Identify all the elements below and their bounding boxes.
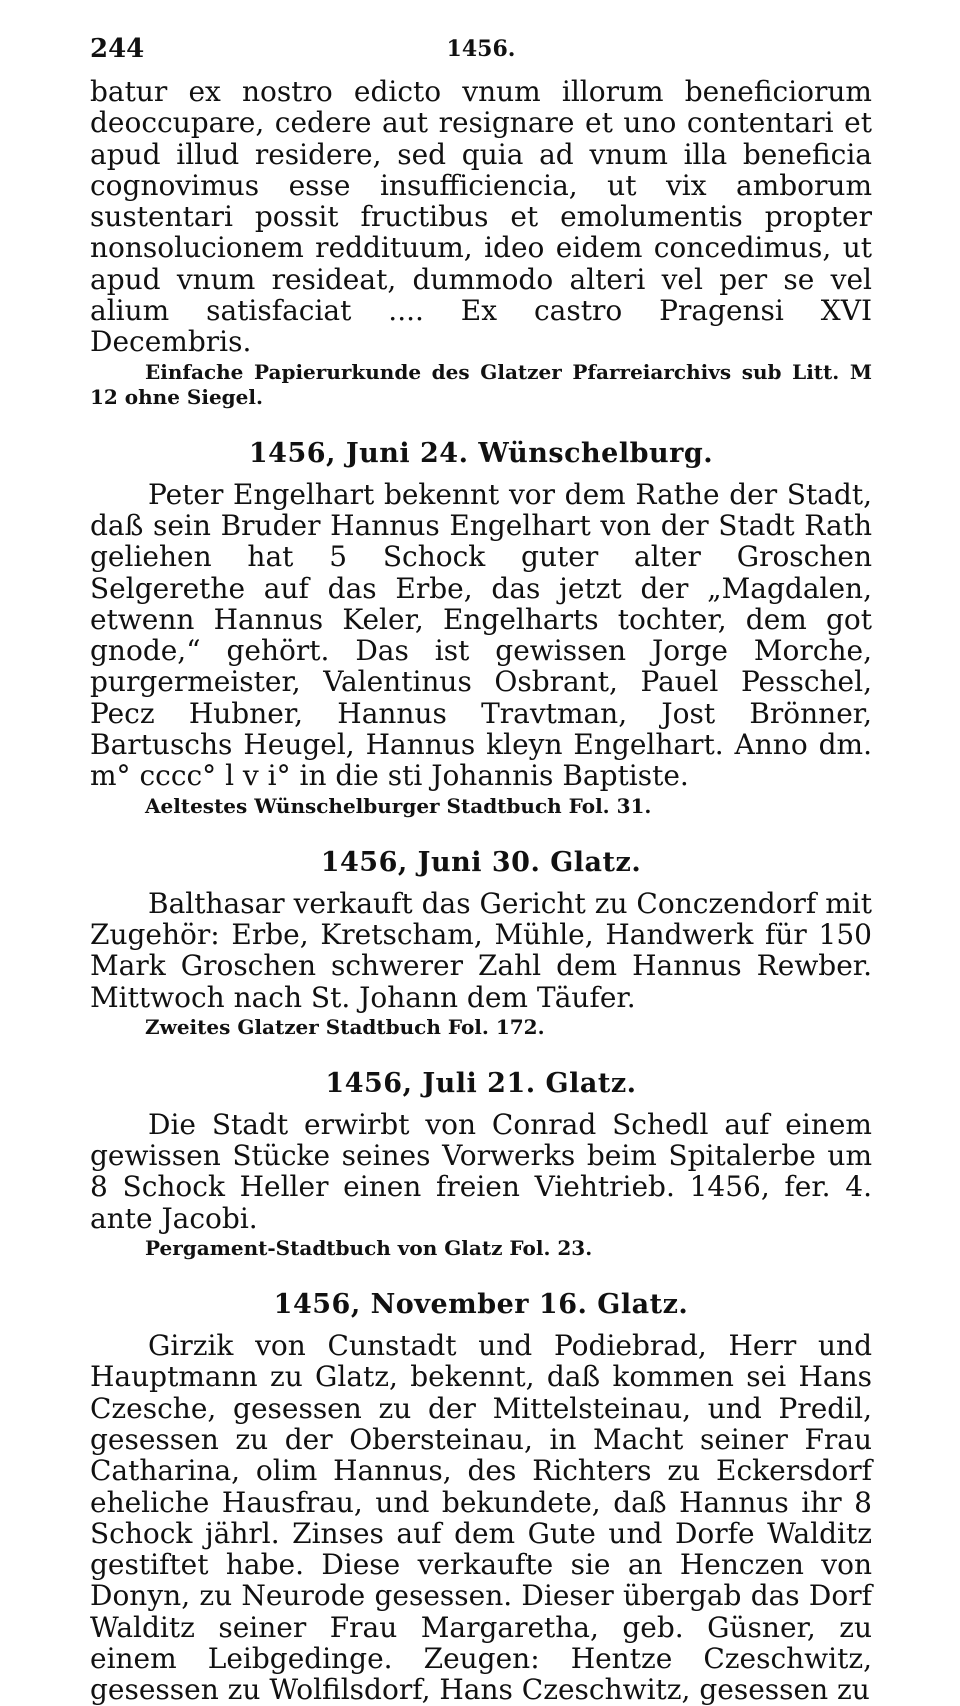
entry-source: Zweites Glatzer Stadtbuch Fol. 172. <box>145 1014 545 1039</box>
entry-source: Pergament-Stadtbuch von Glatz Fol. 23. <box>145 1236 593 1261</box>
entry-text: Girzik von Cunstadt und Podiebrad, Herr und Hauptmann zu Glatz, bekennt, daß kommen sei Hans Czesche, gesessen zu der Mittelsteinau, und Predil, gesessen zu der Obersteinau, in Macht seiner Frau Catharina, olim Hannus, des Richters zu Eckersdorf eheliche Hausfrau, und bekundete, daß Hannus ihr 8 Schock jährl. Zinses auf dem Gute und Dorfe Walditz gestiftet habe. Diese verkaufte sie an Henczen von Donyn, zu Neurode gesessen. Dieser übergab das Dorf Walditz seiner Frau Margaretha, geb. Güsner, zu einem Leibgedinge. Zeugen: Hentze Czeschwitz, gesessen zu Wolfilsdorf, Hans Czeschwitz, gesessen zu <box>90 1329 872 1706</box>
intro-text: batur ex nostro edicto vnum illorum beneficiorum deoccupare, cedere aut resignare et uno contentari et apud illud residere, sed quia ad vnum illa beneficia cognovimus esse insufficiencia, ut vix amborum sustentari possit fructibus et emolumentis propter nonsolucionem reddituum, ideo eidem concedimus, ut apud vnum resideat, dummodo alteri vel per se vel alium satisfaciat .... Ex castro Pragensi XVI Decembris. <box>90 75 872 359</box>
page-number: 244 <box>90 34 145 64</box>
entry-heading: 1456, November 16. Glatz. <box>273 1289 689 1321</box>
intro-source: Einfache Papierurkunde des Glatzer Pfarreiarchivs sub Litt. M 12 ohne Siegel. <box>90 359 872 409</box>
entry-text: Die Stadt erwirbt von Conrad Schedl auf einem gewissen Stücke seines Vorwerks beim Spitalerbe um 8 Schock Heller einen freien Viehtrieb. 1456, fer. 4. ante Jacobi. <box>90 1107 872 1235</box>
entry-text: Balthasar verkauft das Gericht zu Conczendorf mit Zugehör: Erbe, Kretscham, Mühle, Handwerk für 150 Mark Groschen schwerer Zahl dem Hannus Rewber. Mittwoch nach St. Johann dem Täufer. <box>90 886 872 1014</box>
entry-1456-06-24 <box>90 438 872 819</box>
running-title: 1456. <box>446 36 516 62</box>
entry-1456-06-30 <box>90 847 872 1040</box>
entry-heading: 1456, Juli 21. Glatz. <box>325 1067 637 1099</box>
running-head <box>90 34 872 76</box>
entry-heading: 1456, Juni 30. Glatz. <box>320 846 642 878</box>
entry-text: Peter Engelhart bekennt vor dem Rathe der Stadt, daß sein Bruder Hannus Engelhart von der Stadt Rath geliehen hat 5 Schock guter alter Groschen Selgerethe auf das Erbe, das jetzt der „Magdalen, etwenn Hannus Keler, Engelharts tochter, dem got gnode,“ gehört. Das ist gewissen Jorge Morche, purgermeister, Valentinus Osbrant, Pauel Pesschel, Pecz Hubner, Hannus Travtman, Jost Brönner, Bartuschs Heugel, Hannus kleyn Engelhart. Anno dm. m° cccc° l v i° in die sti Johannis Baptiste. <box>90 477 872 793</box>
entry-1456-11-16 <box>90 1289 872 1706</box>
entry-1456-07-21 <box>90 1068 872 1261</box>
entry-source: Aeltestes Wünschelburger Stadtbuch Fol. 31. <box>145 793 652 818</box>
entry-heading: 1456, Juni 24. Wünschelburg. <box>248 437 714 469</box>
